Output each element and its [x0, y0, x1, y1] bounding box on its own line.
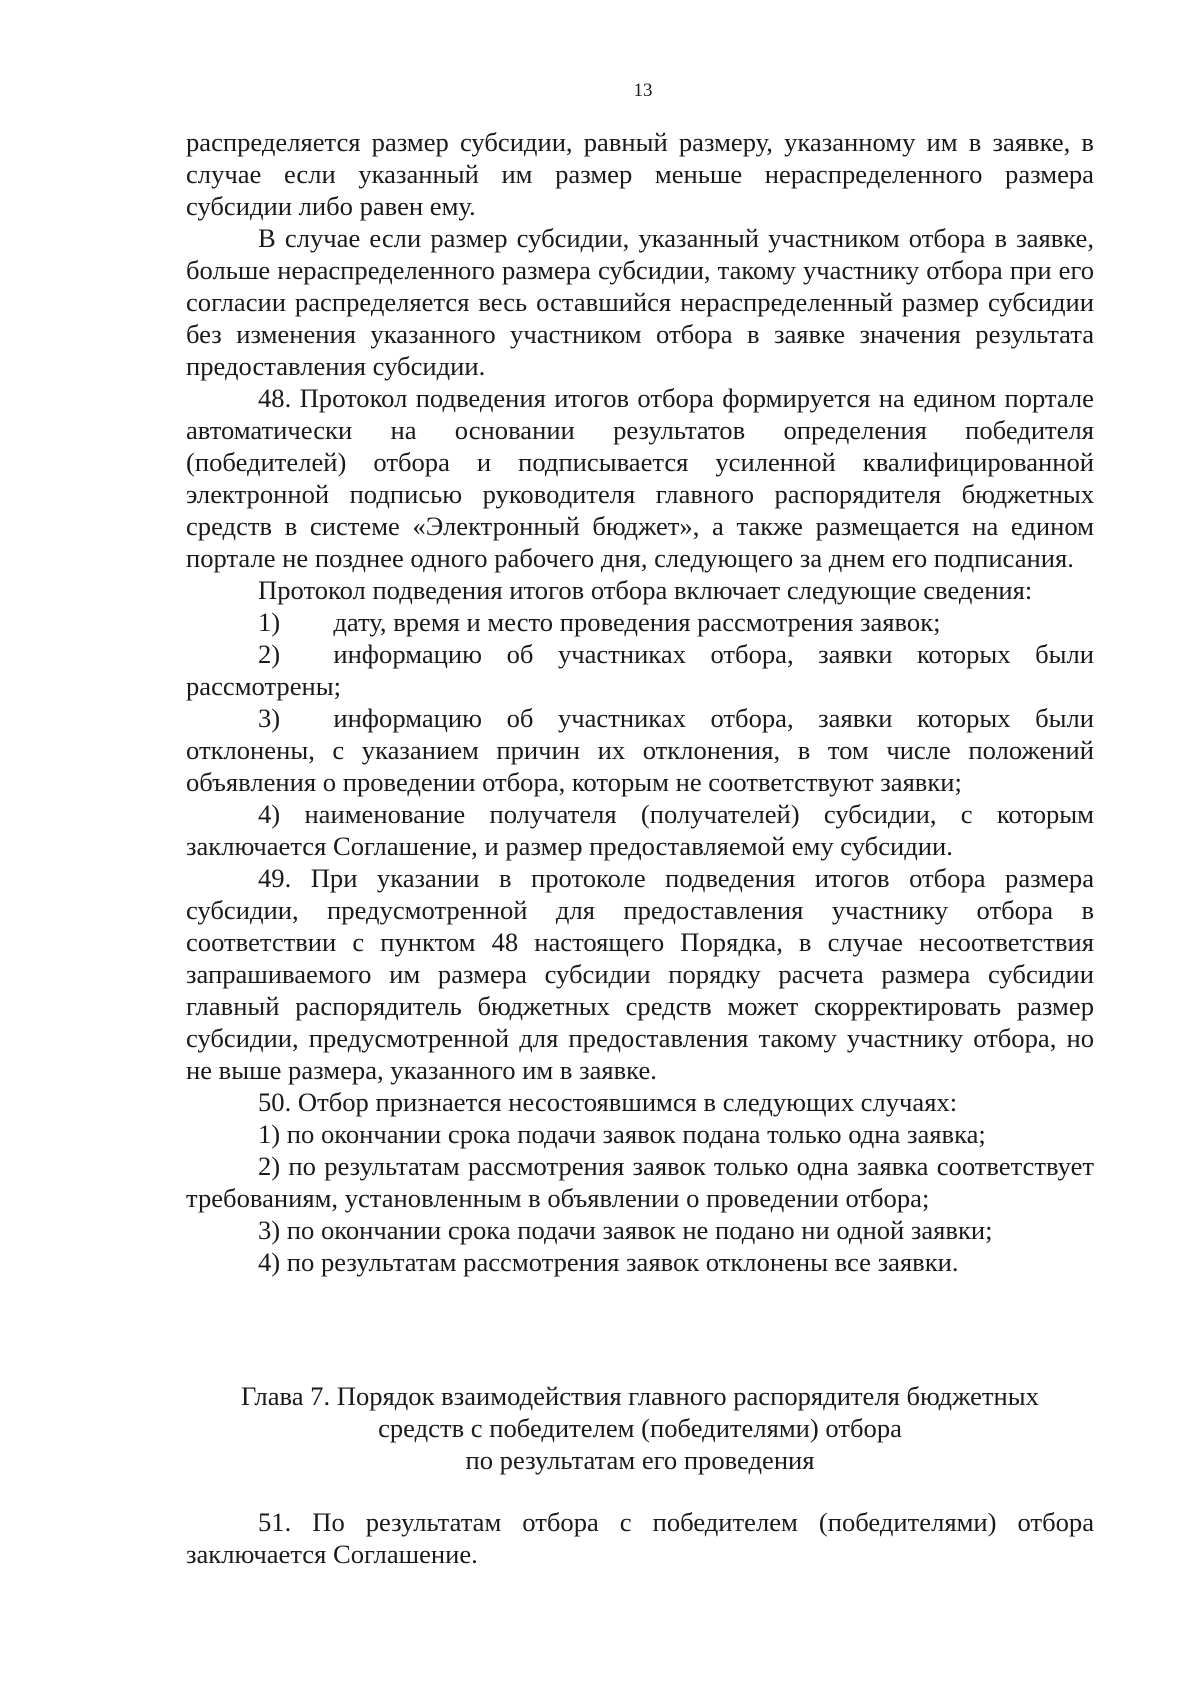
paragraph-49: 49. При указании в протоколе подведения итогов отбора размера субсидии, предусмотренной для предоставления участнику отбора в соответствии с пунктом 48 настоящего Порядка, в случае несоответствия запрашиваемого им размера субсидии порядку расчета размера субсидии главный распорядитель бюджетных средств может скорректировать размер субсидии, предусмотренной для предоставления такому участнику отбора, но не выше размера, указанного им в заявке. [186, 863, 1094, 1085]
list-item-50-1: 1) по окончании срока подачи заявок подана только одна заявка; [258, 1119, 986, 1149]
chapter-heading-line-2: средств с победителем (победителями) отбора [378, 1413, 902, 1443]
closing-text-block [186, 1506, 1094, 1570]
list-item-4: 4) наименование получателя (получателей) субсидии, с которым заключается Соглашение, и размер предоставляемой ему субсидии. [186, 799, 1094, 861]
list-item-3: 3) информацию об участниках отбора, заявки которых были отклонены, с указанием причин их отклонения, в том числе положений объявления о проведении отбора, которым не соответствуют заявки; [186, 703, 1094, 797]
paragraph-protocol-includes: Протокол подведения итогов отбора включает следующие сведения: [258, 575, 1033, 605]
chapter-heading-line-3: по результатам его проведения [465, 1445, 815, 1475]
paragraph-subsidy-exceeds: В случае если размер субсидии, указанный участником отбора в заявке, больше нераспределенного размера субсидии, такому участнику отбора при его согласии распределяется весь оставшийся нераспределенный размер субсидии без изменения указанного участником отбора в заявке значения результата предоставления субсидии. [186, 223, 1094, 381]
list-item-50-3: 3) по окончании срока подачи заявок не подано ни одной заявки; [258, 1215, 993, 1245]
paragraph-48: 48. Протокол подведения итогов отбора формируется на едином портале автоматически на основании результатов определения победителя (победителей) отбора и подписывается усиленной квалифицированной электронной подписью руководителя главного распорядителя бюджетных средств в системе «Электронный бюджет», а также размещается на едином портале не позднее одного рабочего дня, следующего за днем его подписания. [186, 383, 1094, 573]
list-item-50-2: 2) по результатам рассмотрения заявок только одна заявка соответствует требованиям, установленным в объявлении о проведении отбора; [186, 1151, 1094, 1213]
main-text-block [186, 126, 1094, 1278]
paragraph-subsidy-distribution: распределяется размер субсидии, равный размеру, указанному им в заявке, в случае если указанный им размер меньше нераспределенного размера субсидии либо равен ему. [186, 127, 1094, 221]
list-item-50-4: 4) по результатам рассмотрения заявок отклонены все заявки. [258, 1247, 959, 1277]
paragraph-50: 50. Отбор признается несостоявшимся в следующих случаях: [258, 1087, 958, 1117]
list-item-2: 2) информацию об участниках отбора, заявки которых были рассмотрены; [186, 639, 1094, 701]
chapter-heading-line-1: Глава 7. Порядок взаимодействия главного распорядителя бюджетных [241, 1381, 1039, 1411]
page-number: 13 [633, 80, 653, 101]
chapter-heading [186, 1380, 1094, 1476]
list-item-1: 1) дату, время и место проведения рассмотрения заявок; [258, 607, 941, 637]
paragraph-51: 51. По результатам отбора с победителем (победителями) отбора заключается Соглашение. [186, 1507, 1094, 1569]
